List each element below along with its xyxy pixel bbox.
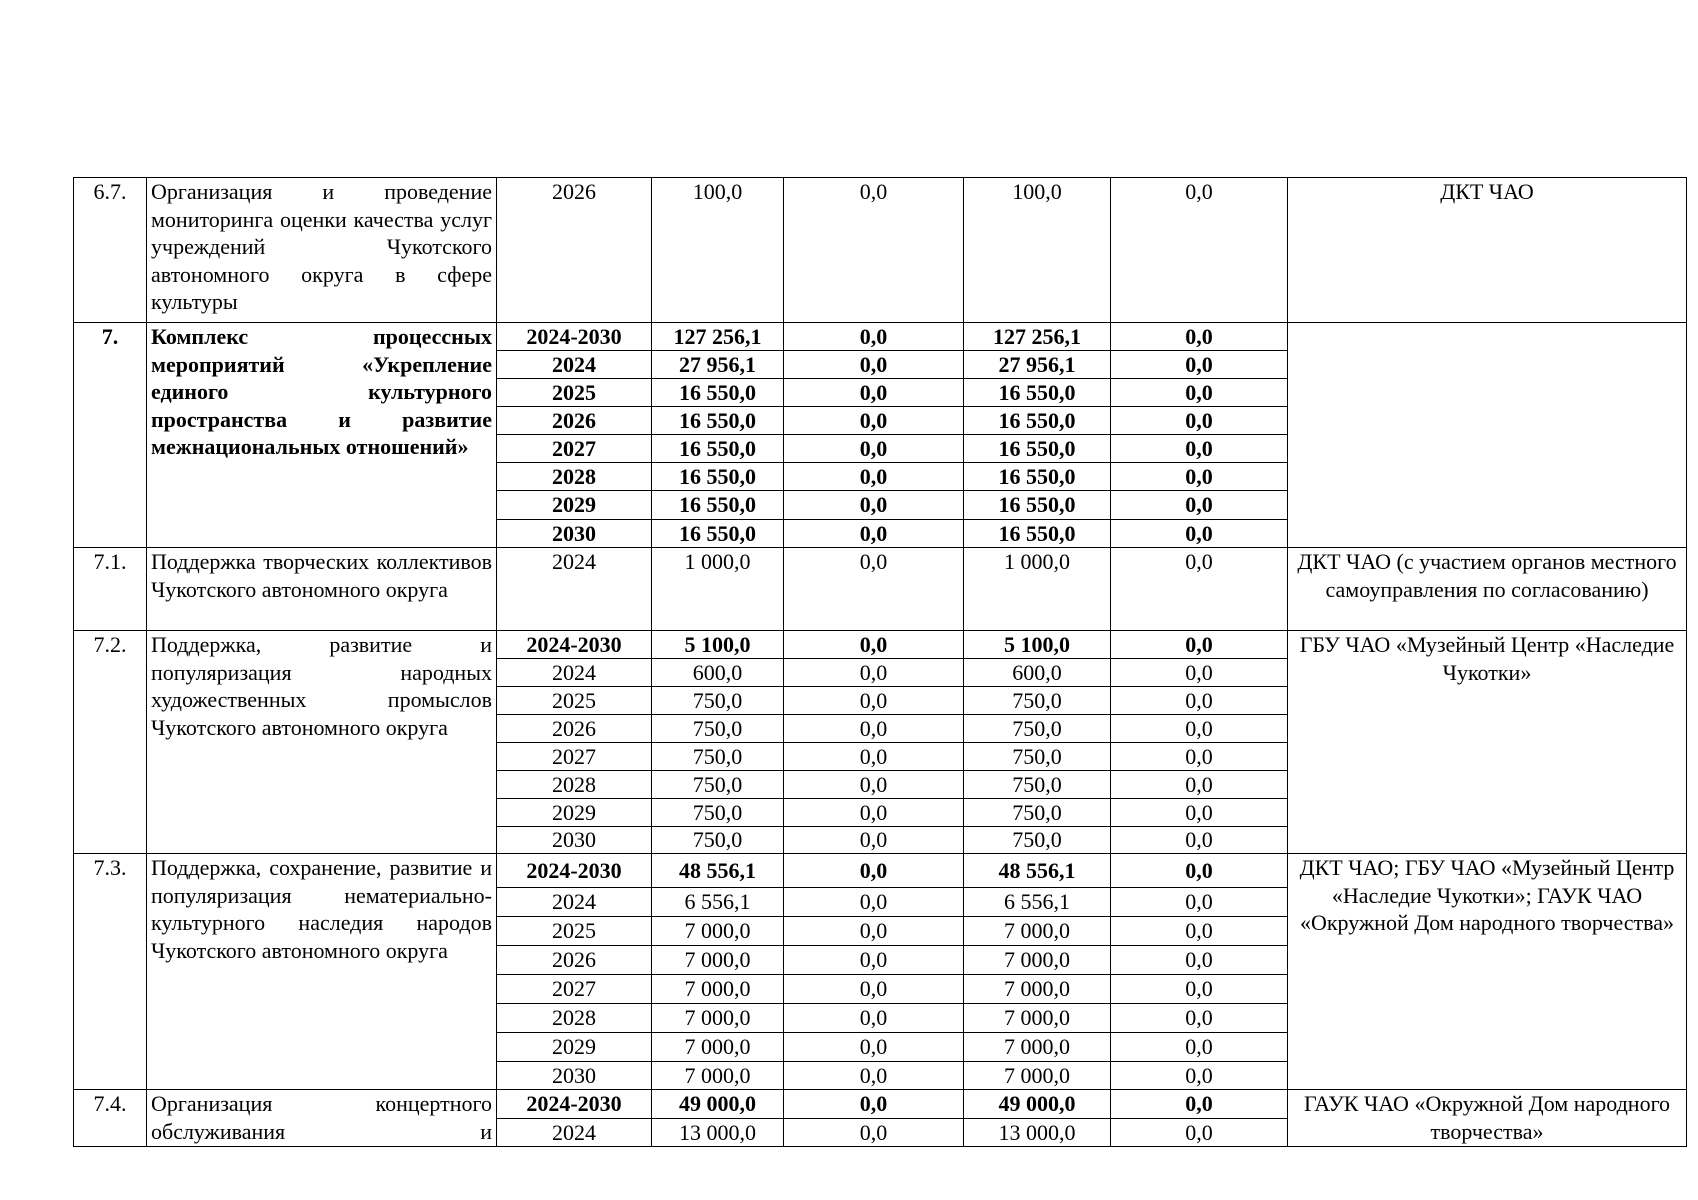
cell-col1: 0,0 bbox=[784, 687, 964, 715]
cell-col3: 0,0 bbox=[1111, 520, 1288, 548]
cell-col2: 7 000,0 bbox=[964, 1004, 1111, 1033]
cell-year: 2025 bbox=[497, 917, 652, 946]
cell-col1: 0,0 bbox=[784, 520, 964, 548]
item-responsible: ГБУ ЧАО «Музейный Центр «Наследие Чукотки» bbox=[1288, 631, 1687, 854]
cell-total: 7 000,0 bbox=[652, 1062, 784, 1090]
item-number: 7.1. bbox=[74, 548, 147, 631]
item-number: 7.3. bbox=[74, 854, 147, 1090]
cell-col2: 1 000,0 bbox=[964, 548, 1111, 631]
item-name: Поддержка творческих коллективов Чукотского автономного округа bbox=[147, 548, 497, 631]
cell-col2: 5 100,0 bbox=[964, 631, 1111, 659]
cell-col1: 0,0 bbox=[784, 435, 964, 463]
cell-col3: 0,0 bbox=[1111, 743, 1288, 771]
cell-year: 2024-2030 bbox=[497, 631, 652, 659]
cell-col1: 0,0 bbox=[784, 975, 964, 1004]
cell-total: 16 550,0 bbox=[652, 463, 784, 491]
cell-col2: 750,0 bbox=[964, 743, 1111, 771]
cell-total: 7 000,0 bbox=[652, 1004, 784, 1033]
cell-year: 2027 bbox=[497, 975, 652, 1004]
cell-col2: 16 550,0 bbox=[964, 463, 1111, 491]
cell-col1: 0,0 bbox=[784, 917, 964, 946]
cell-year: 2024 bbox=[497, 659, 652, 687]
funding-table bbox=[73, 177, 1687, 1147]
cell-total: 750,0 bbox=[652, 715, 784, 743]
cell-col3: 0,0 bbox=[1111, 631, 1288, 659]
cell-total: 16 550,0 bbox=[652, 435, 784, 463]
cell-year: 2030 bbox=[497, 827, 652, 854]
table-row bbox=[74, 178, 1687, 323]
cell-year: 2025 bbox=[497, 379, 652, 407]
cell-year: 2027 bbox=[497, 435, 652, 463]
cell-col2: 100,0 bbox=[964, 178, 1111, 323]
cell-total: 49 000,0 bbox=[652, 1090, 784, 1119]
cell-col3: 0,0 bbox=[1111, 407, 1288, 435]
cell-col1: 0,0 bbox=[784, 1119, 964, 1147]
cell-total: 750,0 bbox=[652, 743, 784, 771]
cell-col3: 0,0 bbox=[1111, 379, 1288, 407]
table-row bbox=[74, 1090, 1687, 1119]
cell-col3: 0,0 bbox=[1111, 323, 1288, 351]
cell-col3: 0,0 bbox=[1111, 799, 1288, 827]
cell-year: 2026 bbox=[497, 946, 652, 975]
cell-total: 127 256,1 bbox=[652, 323, 784, 351]
cell-col2: 16 550,0 bbox=[964, 379, 1111, 407]
cell-year: 2024 bbox=[497, 351, 652, 379]
table-row bbox=[74, 548, 1687, 631]
cell-col1: 0,0 bbox=[784, 323, 964, 351]
cell-col2: 7 000,0 bbox=[964, 1062, 1111, 1090]
cell-year: 2024-2030 bbox=[497, 854, 652, 888]
cell-col1: 0,0 bbox=[784, 888, 964, 917]
cell-col2: 16 550,0 bbox=[964, 491, 1111, 520]
cell-col3: 0,0 bbox=[1111, 1119, 1288, 1147]
cell-year: 2029 bbox=[497, 1033, 652, 1062]
cell-col2: 6 556,1 bbox=[964, 888, 1111, 917]
cell-total: 5 100,0 bbox=[652, 631, 784, 659]
cell-col1: 0,0 bbox=[784, 1033, 964, 1062]
cell-col1: 0,0 bbox=[784, 854, 964, 888]
table-row bbox=[74, 323, 1687, 351]
cell-total: 27 956,1 bbox=[652, 351, 784, 379]
cell-col3: 0,0 bbox=[1111, 435, 1288, 463]
cell-col2: 16 550,0 bbox=[964, 435, 1111, 463]
cell-total: 600,0 bbox=[652, 659, 784, 687]
cell-total: 16 550,0 bbox=[652, 520, 784, 548]
cell-total: 750,0 bbox=[652, 799, 784, 827]
item-responsible: ДКТ ЧАО bbox=[1288, 178, 1687, 323]
cell-col1: 0,0 bbox=[784, 1062, 964, 1090]
cell-year: 2027 bbox=[497, 743, 652, 771]
item-number: 6.7. bbox=[74, 178, 147, 323]
cell-col1: 0,0 bbox=[784, 178, 964, 323]
cell-total: 16 550,0 bbox=[652, 491, 784, 520]
cell-year: 2029 bbox=[497, 491, 652, 520]
cell-col2: 13 000,0 bbox=[964, 1119, 1111, 1147]
cell-year: 2026 bbox=[497, 715, 652, 743]
cell-col2: 49 000,0 bbox=[964, 1090, 1111, 1119]
cell-col3: 0,0 bbox=[1111, 491, 1288, 520]
cell-year: 2030 bbox=[497, 520, 652, 548]
cell-col1: 0,0 bbox=[784, 946, 964, 975]
cell-col3: 0,0 bbox=[1111, 687, 1288, 715]
cell-col2: 750,0 bbox=[964, 827, 1111, 854]
cell-year: 2029 bbox=[497, 799, 652, 827]
cell-col3: 0,0 bbox=[1111, 975, 1288, 1004]
cell-year: 2028 bbox=[497, 463, 652, 491]
cell-col3: 0,0 bbox=[1111, 1090, 1288, 1119]
cell-col1: 0,0 bbox=[784, 407, 964, 435]
cell-col2: 600,0 bbox=[964, 659, 1111, 687]
cell-col1: 0,0 bbox=[784, 463, 964, 491]
cell-col1: 0,0 bbox=[784, 548, 964, 631]
item-responsible: ГАУК ЧАО «Окружной Дом народного творчества» bbox=[1288, 1090, 1687, 1147]
cell-year: 2025 bbox=[497, 687, 652, 715]
item-responsible: ДКТ ЧАО; ГБУ ЧАО «Музейный Центр «Наследие Чукотки»; ГАУК ЧАО «Окружной Дом народного творчества» bbox=[1288, 854, 1687, 1090]
item-name: Поддержка, развитие и популяризация народных художественных промыслов Чукотского автономного округа bbox=[147, 631, 497, 854]
cell-col1: 0,0 bbox=[784, 491, 964, 520]
cell-col2: 48 556,1 bbox=[964, 854, 1111, 888]
item-number: 7.4. bbox=[74, 1090, 147, 1147]
cell-col3: 0,0 bbox=[1111, 659, 1288, 687]
cell-col2: 7 000,0 bbox=[964, 1033, 1111, 1062]
table-row bbox=[74, 854, 1687, 888]
cell-col1: 0,0 bbox=[784, 379, 964, 407]
cell-total: 7 000,0 bbox=[652, 975, 784, 1004]
cell-year: 2024 bbox=[497, 548, 652, 631]
cell-col1: 0,0 bbox=[784, 743, 964, 771]
cell-year: 2026 bbox=[497, 407, 652, 435]
cell-col2: 7 000,0 bbox=[964, 917, 1111, 946]
cell-col3: 0,0 bbox=[1111, 771, 1288, 799]
cell-col3: 0,0 bbox=[1111, 463, 1288, 491]
cell-col3: 0,0 bbox=[1111, 178, 1288, 323]
cell-col3: 0,0 bbox=[1111, 1062, 1288, 1090]
item-name: Поддержка, сохранение, развитие и популяризация нематериально-культурного наследия народов Чукотского автономного округа bbox=[147, 854, 497, 1090]
cell-total: 16 550,0 bbox=[652, 379, 784, 407]
cell-col2: 750,0 bbox=[964, 771, 1111, 799]
item-responsible bbox=[1288, 323, 1687, 548]
cell-col3: 0,0 bbox=[1111, 715, 1288, 743]
cell-col2: 750,0 bbox=[964, 715, 1111, 743]
cell-year: 2024 bbox=[497, 1119, 652, 1147]
cell-col3: 0,0 bbox=[1111, 827, 1288, 854]
cell-col3: 0,0 bbox=[1111, 888, 1288, 917]
cell-total: 7 000,0 bbox=[652, 946, 784, 975]
item-name: Комплекс процессных мероприятий «Укрепление единого культурного пространства и развитие межнациональных отношений» bbox=[147, 323, 497, 548]
cell-total: 750,0 bbox=[652, 687, 784, 715]
cell-col2: 16 550,0 bbox=[964, 520, 1111, 548]
cell-year: 2030 bbox=[497, 1062, 652, 1090]
cell-col1: 0,0 bbox=[784, 715, 964, 743]
cell-col1: 0,0 bbox=[784, 827, 964, 854]
cell-total: 750,0 bbox=[652, 827, 784, 854]
cell-col3: 0,0 bbox=[1111, 1004, 1288, 1033]
cell-col2: 127 256,1 bbox=[964, 323, 1111, 351]
cell-col1: 0,0 bbox=[784, 351, 964, 379]
cell-col1: 0,0 bbox=[784, 799, 964, 827]
cell-total: 7 000,0 bbox=[652, 917, 784, 946]
item-number: 7.2. bbox=[74, 631, 147, 854]
cell-year: 2028 bbox=[497, 1004, 652, 1033]
cell-col2: 27 956,1 bbox=[964, 351, 1111, 379]
cell-total: 750,0 bbox=[652, 771, 784, 799]
cell-col2: 750,0 bbox=[964, 799, 1111, 827]
cell-col2: 7 000,0 bbox=[964, 946, 1111, 975]
cell-year: 2024-2030 bbox=[497, 323, 652, 351]
cell-col2: 750,0 bbox=[964, 687, 1111, 715]
cell-total: 13 000,0 bbox=[652, 1119, 784, 1147]
cell-col1: 0,0 bbox=[784, 631, 964, 659]
item-name: Организация и проведение мониторинга оценки качества услуг учреждений Чукотского автономного округа в сфере культуры bbox=[147, 178, 497, 323]
cell-total: 16 550,0 bbox=[652, 407, 784, 435]
cell-col1: 0,0 bbox=[784, 1090, 964, 1119]
cell-col1: 0,0 bbox=[784, 659, 964, 687]
cell-col3: 0,0 bbox=[1111, 946, 1288, 975]
cell-total: 1 000,0 bbox=[652, 548, 784, 631]
cell-col3: 0,0 bbox=[1111, 1033, 1288, 1062]
cell-col3: 0,0 bbox=[1111, 854, 1288, 888]
cell-total: 48 556,1 bbox=[652, 854, 784, 888]
cell-year: 2024 bbox=[497, 888, 652, 917]
cell-total: 100,0 bbox=[652, 178, 784, 323]
cell-col2: 16 550,0 bbox=[964, 407, 1111, 435]
item-responsible: ДКТ ЧАО (с участием органов местного самоуправления по согласованию) bbox=[1288, 548, 1687, 631]
item-number: 7. bbox=[74, 323, 147, 548]
table-row bbox=[74, 631, 1687, 659]
cell-col1: 0,0 bbox=[784, 1004, 964, 1033]
cell-total: 7 000,0 bbox=[652, 1033, 784, 1062]
cell-year: 2028 bbox=[497, 771, 652, 799]
cell-col1: 0,0 bbox=[784, 771, 964, 799]
cell-total: 6 556,1 bbox=[652, 888, 784, 917]
cell-year: 2026 bbox=[497, 178, 652, 323]
cell-col3: 0,0 bbox=[1111, 917, 1288, 946]
item-name: Организация концертного обслуживания и bbox=[147, 1090, 497, 1147]
cell-col2: 7 000,0 bbox=[964, 975, 1111, 1004]
cell-col3: 0,0 bbox=[1111, 351, 1288, 379]
cell-year: 2024-2030 bbox=[497, 1090, 652, 1119]
cell-col3: 0,0 bbox=[1111, 548, 1288, 631]
